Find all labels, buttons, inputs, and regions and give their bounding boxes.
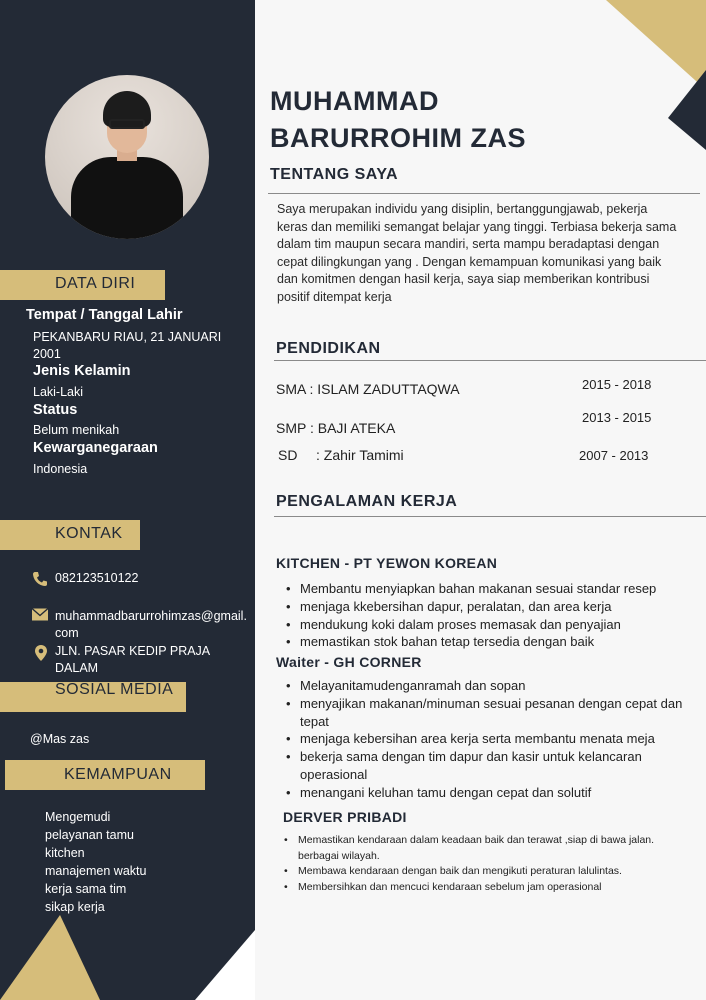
name-line-1: MUHAMMAD [270,86,439,116]
birth-value: PEKANBARU RIAU, 21 JANUARI 2001 [33,330,222,361]
education-school-smp: SMP : BAJI ATEKA [276,420,396,436]
job-point: • Memastikan kendaraan dalam keadaan baik dan terawat ,siap di bawa jalan. berbagai wilayah. [276,833,656,864]
section-heading-pendidikan: PENDIDIKAN [276,340,381,357]
section-heading-tentang-saya: TENTANG SAYA [270,166,399,183]
divider [268,193,700,194]
job-point: • memastikan stok bahan tetap tersedia dengan baik [278,633,698,651]
job-point: • Melayanitamudenganramah dan sopan [278,677,693,695]
job-point: • Membantu menyiapkan bahan makanan sesuai standar resep [278,580,698,598]
birth-label: Tempat / Tanggal Lahir [26,307,183,323]
divider [274,360,706,361]
name-line-2: BARURROHIM ZAS [270,123,526,153]
job-points-list [278,580,698,651]
sidebar [0,0,255,1000]
status-value: Belum menikah [33,423,120,437]
education-level-sd: SD [278,447,298,463]
job-point: • menangani keluhan tamu dengan cepat dan solutif [278,784,693,802]
job-point: • menjaga kkebersihan dapur, peralatan, dan area kerja [278,598,698,616]
skill-item: pelayanan tamu [45,828,134,842]
job-title: KITCHEN - PT YEWON KOREAN [276,555,498,571]
about-text: Saya merupakan individu yang disiplin, bertanggungjawab, pekerja keras dan memiliki semangat belajar yang tinggi. Terbiasa bekerja sama dalam tim maupun secara mandiri, serta mampu beradaptasi dengan cepat dilingkungan yang . Dengan kemampuan komunikasi yang baik dan komitmen dengan hasil kerja, saya siap memberikan kontribusi positif ditempat kerja [277,202,677,304]
job-point: • menjaga kebersihan area kerja serta membantu menata meja [278,730,693,748]
section-heading-pengalaman-kerja: PENGALAMAN KERJA [276,493,458,510]
education-years-sma: 2015 - 2018 [582,377,652,392]
address: JLN. PASAR KEDIP PRAJA DALAM [55,644,210,675]
gender-label: Jenis Kelamin [33,363,131,379]
skill-item: sikap kerja [45,900,105,914]
job-point: • mendukung koki dalam proses memasak dan penyajian [278,616,698,634]
social-handle: @Mas zas [30,732,90,746]
job-point: • Membersihkan dan mencuci kendaraan sebelum jam operasional [276,880,656,896]
email-address: muhammadbarurrohimzas@gmail.com [55,609,247,640]
skill-item: kitchen [45,846,85,860]
email-icon [32,608,48,621]
decor-triangle-white-bottom-right [195,930,255,1000]
job-point: • Membawa kendaraan dengan baik dan mengikuti peraturan lalulintas. [276,864,656,880]
section-heading-sosial-media: SOSIAL MEDIA [55,681,174,698]
section-heading-kemampuan: KEMAMPUAN [64,766,172,783]
citizenship-value: Indonesia [33,462,88,476]
job-point: • bekerja sama dengan tim dapur dan kasir untuk kelancaran operasional [278,748,693,784]
gender-value: Laki-Laki [33,385,84,399]
job-points-list [276,833,656,895]
education-years-sd: 2007 - 2013 [579,448,649,463]
job-point: • menyajikan makanan/minuman sesuai pesanan dengan cepat dan tepat [278,695,693,731]
status-label: Status [33,402,78,418]
skill-item: Mengemudi [45,810,111,824]
skill-item: kerja sama tim [45,882,127,896]
section-heading-kontak: KONTAK [55,525,123,542]
skill-item: manajemen waktu [45,864,147,878]
phone-icon [32,571,48,587]
job-title: Waiter - GH CORNER [276,654,422,670]
citizenship-label: Kewarganegaraan [33,440,158,456]
profile-photo [45,75,209,239]
job-points-list [278,677,693,802]
divider [274,516,706,517]
decor-triangle-gold-bottom-left [0,915,100,1000]
section-heading-data-diri: DATA DIRI [55,275,136,292]
full-name [270,83,526,157]
phone-number: 082123510122 [55,571,139,585]
education-school-sd: : Zahir Tamimi [316,447,404,463]
education-years-smp: 2013 - 2015 [582,410,652,425]
job-title: DERVER PRIBADI [283,809,407,825]
education-school-sma: SMA : ISLAM ZADUTTAQWA [276,381,460,397]
skills-list [45,808,146,916]
location-pin-icon [33,645,49,661]
